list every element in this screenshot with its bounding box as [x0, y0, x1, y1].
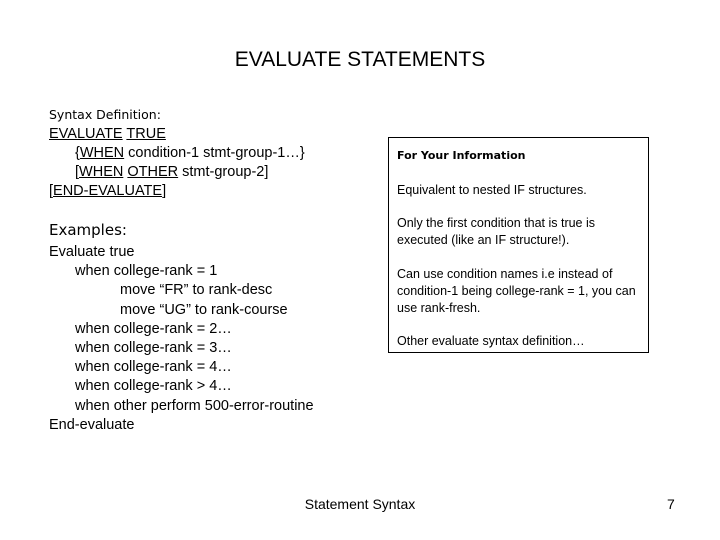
example-line: move “FR” to rank-desc	[120, 282, 273, 298]
syntax-line-when	[75, 144, 305, 163]
fyi-title: For Your Information	[397, 149, 526, 162]
fyi-paragraph: Can use condition names i.e instead of condition-1 being college-rank = 1, you can use rank-fresh.	[397, 267, 636, 315]
page-number: 7	[667, 496, 675, 512]
bracket-open-2: [	[49, 183, 54, 199]
bracket-open: [	[75, 164, 80, 180]
example-line: when college-rank = 2…	[75, 321, 232, 337]
example-line: when college-rank = 1	[75, 263, 218, 279]
keyword-evaluate: EVALUATE	[49, 126, 123, 142]
slide-title: EVALUATE STATEMENTS	[234, 48, 486, 71]
syntax-line-evaluate	[49, 125, 166, 144]
fyi-box	[388, 137, 649, 353]
example-line: when other perform 500-error-routine	[75, 398, 314, 414]
keyword-end-evaluate: END-EVALUATE	[53, 183, 163, 199]
brace-open: {	[75, 145, 80, 161]
fyi-paragraph: Other evaluate syntax definition…	[397, 334, 585, 348]
fyi-paragraph: Only the first condition that is true is executed (like an IF structure!).	[397, 216, 596, 247]
syntax-definition-label: Syntax Definition:	[49, 107, 161, 122]
example-line: when college-rank = 4…	[75, 359, 232, 375]
syntax-line-end-evaluate	[49, 182, 166, 201]
examples-label: Examples:	[49, 221, 127, 239]
keyword-when: WHEN	[79, 145, 125, 161]
example-line: move “UG” to rank-course	[120, 302, 288, 318]
syntax-line-when-other	[75, 163, 268, 182]
keyword-other: OTHER	[127, 164, 179, 180]
keyword-true: TRUE	[126, 126, 166, 142]
example-line: when college-rank > 4…	[75, 378, 232, 394]
when-clause-text: condition-1 stmt-group-1…}	[124, 145, 305, 161]
keyword-when-2: WHEN	[79, 164, 124, 180]
fyi-paragraph: Equivalent to nested IF structures.	[397, 183, 587, 197]
example-line: End-evaluate	[49, 417, 135, 433]
example-line: when college-rank = 3…	[75, 340, 232, 356]
bracket-close: ]	[162, 183, 167, 199]
example-line: Evaluate true	[49, 244, 135, 260]
when-other-clause-text: stmt-group-2]	[178, 164, 269, 180]
slide-footer: Statement Syntax	[304, 496, 416, 512]
